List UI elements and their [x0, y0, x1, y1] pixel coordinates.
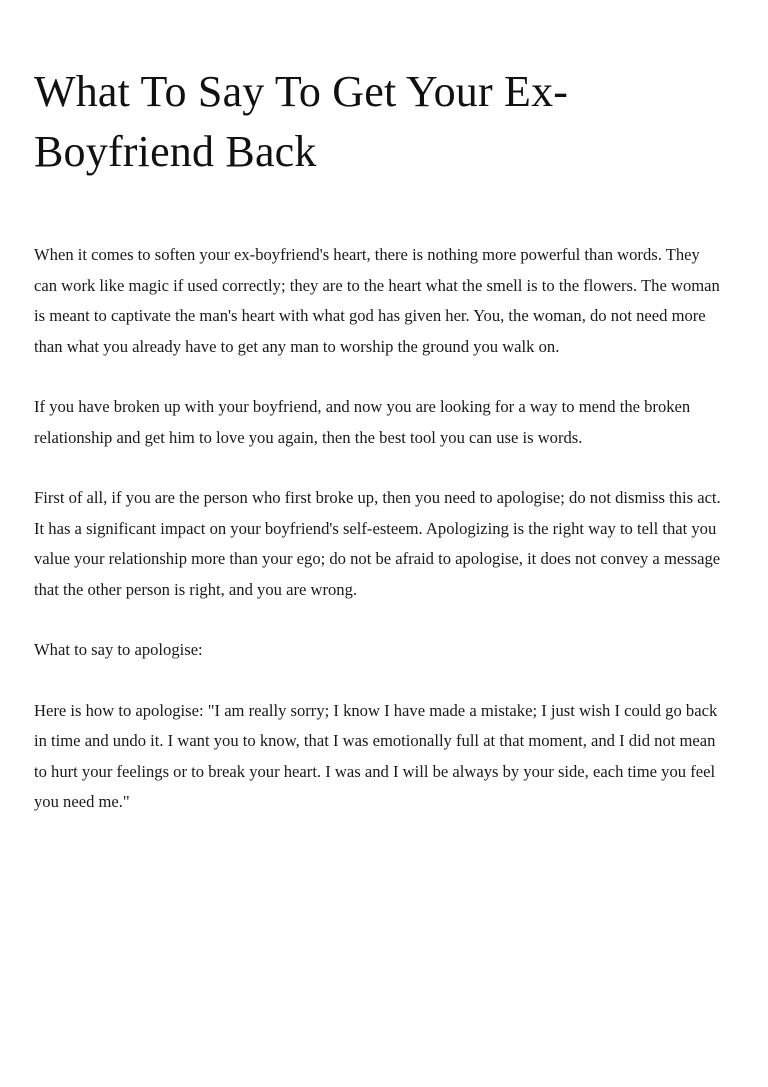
paragraph-broken-up: If you have broken up with your boyfriend, and now you are looking for a way to mend the broken relationship and get him to love you again, then the best tool you can use is words. — [34, 397, 691, 447]
paragraph-first-of-all: First of all, if you are the person who first broke up, then you need to apologise; do not dismiss this act. It has a significant impact on your boyfriend's self-esteem. Apologizing is the right way to tell that you value your relationship more than your ego; do not be afraid to apologise, it does not convey a message that the other person is right, and you are wrong. — [34, 488, 721, 599]
paragraph-subheading: What to say to apologise: — [34, 640, 203, 659]
paragraph-apology-quote: Here is how to apologise: "I am really sorry; I know I have made a mistake; I just wish I could go back in time and undo it. I want you to know, that I was emotionally full at that moment, and I did not mean to hurt your feelings or to break your heart. I was and I will be always by your side, each time you feel you need me." — [34, 700, 718, 811]
document-title: What To Say To Get Your Ex-Boyfriend Back — [34, 67, 569, 176]
document-body — [34, 240, 724, 818]
paragraph-intro: When it comes to soften your ex-boyfriend's heart, there is nothing more powerful than words. They can work like magic if used correctly; they are to the heart what the smell is to the flowers. The woman is meant to captivate the man's heart with what god has given her. You, the woman, do not need more than what you already have to get any man to worship the ground you walk on. — [34, 245, 720, 356]
document-page — [34, 62, 724, 848]
